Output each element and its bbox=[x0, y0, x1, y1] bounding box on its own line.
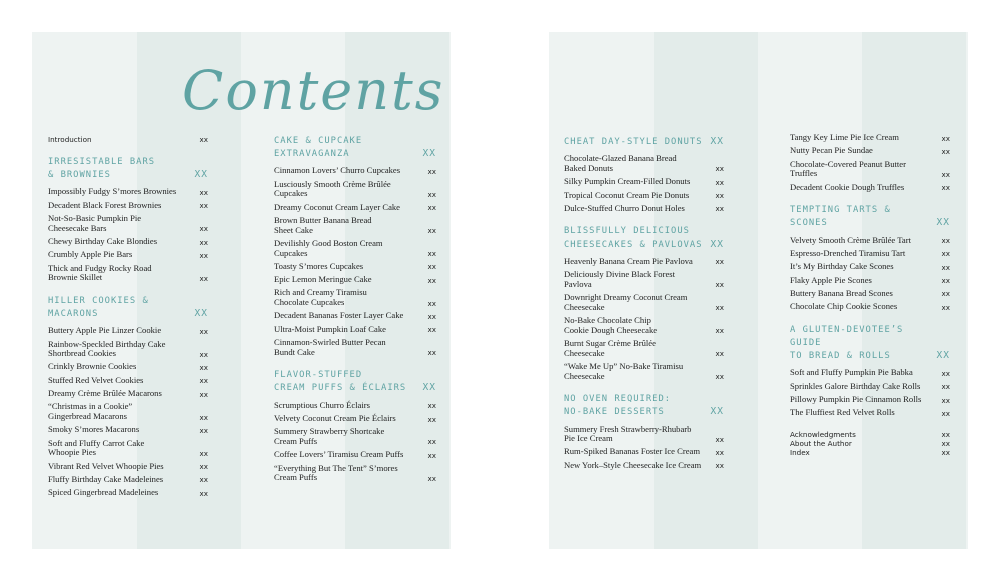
toc-entry[interactable] bbox=[564, 154, 724, 173]
entry-page: xx bbox=[941, 146, 950, 156]
entry-page: xx bbox=[199, 412, 208, 422]
entry-page: xx bbox=[941, 133, 950, 143]
toc-entry[interactable] bbox=[48, 439, 208, 458]
entry-page: xx bbox=[715, 303, 724, 313]
entry-page: xx bbox=[715, 191, 724, 201]
section-page: XX bbox=[710, 136, 724, 147]
entry-title: Cinnamon Lovers’ Churro Cupcakes bbox=[274, 165, 401, 176]
entry-title: Dulce-Stuffed Churro Donut Holes bbox=[564, 202, 685, 213]
entry-title: Dreamy Coconut Cream Layer Cake bbox=[274, 201, 400, 212]
section-heading[interactable] bbox=[790, 324, 950, 364]
entry-title: Sprinkles Galore Birthday Cake Rolls bbox=[790, 380, 921, 391]
toc-entry[interactable] bbox=[564, 257, 724, 267]
entry-page: xx bbox=[715, 280, 724, 290]
entry-page: xx bbox=[427, 437, 436, 447]
entry-page: xx bbox=[199, 224, 208, 234]
entry-title: Deliciously Divine Black Forest Pavlova bbox=[564, 269, 675, 289]
entry-page: xx bbox=[199, 448, 208, 458]
section-title: FLAVOR-STUFFED CREAM PUFFS & ÉCLAIRS bbox=[274, 370, 407, 394]
section-heading[interactable] bbox=[48, 295, 208, 321]
entry-page: xx bbox=[199, 201, 208, 211]
entry-page: xx bbox=[941, 276, 950, 286]
entry-page: xx bbox=[427, 189, 436, 199]
left-page bbox=[32, 32, 451, 549]
entry-title: Downright Dreamy Coconut Cream Cheesecake bbox=[564, 292, 688, 312]
toc-entry[interactable] bbox=[48, 201, 208, 211]
entry-page: xx bbox=[199, 425, 208, 435]
toc-entry[interactable] bbox=[564, 177, 724, 187]
entry-title: Espresso-Drenched Tiramisu Tart bbox=[790, 247, 906, 258]
toc-entry[interactable] bbox=[790, 302, 950, 312]
toc-entry[interactable] bbox=[790, 262, 950, 272]
toc-entry[interactable] bbox=[274, 275, 436, 285]
entry-page: xx bbox=[715, 448, 724, 457]
entry-title: Soft and Fluffy Pumpkin Pie Babka bbox=[790, 367, 913, 378]
entry-title: Chocolate-Glazed Banana Bread Baked Donuts bbox=[564, 153, 677, 173]
section-heading[interactable] bbox=[274, 135, 436, 161]
entry-title: Buttery Banana Bread Scones bbox=[790, 287, 893, 298]
entry-page: xx bbox=[427, 203, 436, 213]
entry-title: Velvety Coconut Cream Pie Éclairs bbox=[274, 412, 396, 423]
entry-title: Summery Strawberry Shortcake Cream Puffs bbox=[274, 426, 385, 446]
section-page: XX bbox=[194, 169, 208, 181]
entry-page: xx bbox=[715, 177, 724, 187]
entry-title: Decadent Cookie Dough Truffles bbox=[790, 181, 905, 192]
toc-entry[interactable] bbox=[564, 339, 724, 358]
entry-page: xx bbox=[427, 262, 436, 272]
toc-entry[interactable] bbox=[790, 133, 950, 143]
entry-page: xx bbox=[427, 298, 436, 308]
toc-column-1 bbox=[48, 135, 208, 502]
section-page: XX bbox=[710, 406, 724, 418]
entry-page: xx bbox=[941, 262, 950, 272]
entry-title: Tropical Coconut Cream Pie Donuts bbox=[564, 189, 690, 200]
entry-title: New York–Style Cheesecake Ice Cream bbox=[564, 459, 702, 470]
entry-title: Not-So-Basic Pumpkin Pie Cheesecake Bars bbox=[48, 213, 142, 233]
entry-title: “Everything But The Tent” S’mores Cream Puffs bbox=[274, 462, 398, 483]
toc-entry[interactable] bbox=[274, 414, 436, 424]
entry-title: Crumbly Apple Pie Bars bbox=[48, 249, 133, 260]
toc-entry[interactable] bbox=[564, 270, 724, 289]
toc-entry[interactable] bbox=[48, 362, 208, 372]
toc-column-3 bbox=[564, 135, 724, 474]
entry-page: xx bbox=[427, 325, 436, 335]
contents-title: Contents bbox=[182, 59, 445, 122]
entry-page: xx bbox=[199, 363, 208, 372]
back-matter-list bbox=[790, 430, 950, 457]
entry-page: xx bbox=[941, 236, 950, 246]
toc-entry[interactable] bbox=[48, 402, 208, 421]
section-heading[interactable] bbox=[274, 369, 436, 395]
section-page: XX bbox=[422, 382, 436, 394]
toc-entry[interactable] bbox=[274, 427, 436, 446]
entry-title: Velvety Smooth Crème Brûlée Tart bbox=[790, 234, 911, 245]
entry-title: Brown Butter Banana Bread Sheet Cake bbox=[274, 214, 372, 235]
entry-title: Chewy Birthday Cake Blondies bbox=[48, 235, 158, 246]
entry-title: Coffee Lovers’ Tiramisu Cream Puffs bbox=[274, 449, 404, 460]
entry-page: xx bbox=[715, 349, 724, 359]
entry-title: It’s My Birthday Cake Scones bbox=[790, 261, 894, 272]
entry-page: xx bbox=[715, 372, 724, 382]
entry-page: xx bbox=[715, 461, 724, 471]
entry-page: xx bbox=[199, 488, 208, 498]
toc-entry[interactable] bbox=[48, 376, 208, 386]
toc-entry[interactable] bbox=[790, 236, 950, 246]
entry-title: Chocolate-Covered Peanut Butter Truffles bbox=[790, 158, 906, 179]
entry-page: xx bbox=[199, 187, 208, 197]
toc-entry[interactable] bbox=[790, 289, 950, 299]
entry-page: xx bbox=[427, 473, 436, 483]
toc-entry[interactable] bbox=[274, 180, 436, 199]
entry-title: Silky Pumpkin Cream-Filled Donuts bbox=[564, 176, 691, 187]
right-page bbox=[549, 32, 968, 549]
entry-title: Buttery Apple Pie Linzer Cookie bbox=[48, 325, 162, 336]
entry-title: Burnt Sugar Crème Brûlée Cheesecake bbox=[564, 337, 656, 358]
entry-page: xx bbox=[715, 257, 724, 267]
section-title: HILLER COOKIES & MACARONS bbox=[48, 295, 149, 319]
toc-entry[interactable] bbox=[274, 338, 436, 357]
toc-entry[interactable] bbox=[274, 401, 436, 411]
entry-page: xx bbox=[941, 169, 950, 179]
entry-title: Toasty S’mores Cupcakes bbox=[274, 260, 364, 271]
section-heading[interactable] bbox=[790, 204, 950, 230]
entry-title: “Wake Me Up” No-Bake Tiramisu Cheesecake bbox=[564, 360, 684, 381]
section-page: XX bbox=[422, 148, 436, 160]
back-matter-entry[interactable] bbox=[790, 439, 950, 448]
toc-entry[interactable] bbox=[790, 276, 950, 286]
toc-entry[interactable] bbox=[48, 237, 208, 247]
section-title: TEMPTING TARTS & SCONES bbox=[790, 205, 891, 229]
entry-page: xx bbox=[427, 275, 436, 285]
toc-entry[interactable] bbox=[564, 362, 724, 381]
entry-page: xx bbox=[941, 429, 950, 439]
entry-title: Impossibly Fudgy S’mores Brownies bbox=[48, 186, 177, 197]
toc-entry[interactable] bbox=[274, 262, 436, 272]
entry-title: Stuffed Red Velvet Cookies bbox=[48, 374, 144, 385]
entry-title: Smoky S’mores Macarons bbox=[48, 424, 140, 435]
entry-title: Pillowy Pumpkin Pie Cinnamon Rolls bbox=[790, 393, 922, 404]
section-title: A GLUTEN-DEVOTEE’S GUIDE TO BREAD & ROLLS bbox=[790, 324, 904, 362]
entry-page: xx bbox=[427, 311, 436, 321]
entry-title: The Fluffiest Red Velvet Rolls bbox=[790, 407, 895, 418]
entry-page: xx bbox=[199, 349, 208, 359]
entry-title: Introduction bbox=[48, 135, 92, 144]
toc-entry[interactable] bbox=[48, 462, 208, 472]
entry-page: xx bbox=[427, 249, 436, 259]
entry-title: Chocolate Chip Cookie Scones bbox=[790, 301, 898, 312]
toc-entry[interactable] bbox=[48, 187, 208, 197]
entry-page: xx bbox=[427, 166, 436, 176]
back-matter-entry[interactable] bbox=[790, 448, 950, 457]
section-page: XX bbox=[936, 350, 950, 362]
toc-entry[interactable] bbox=[274, 288, 436, 307]
entry-title: Rainbow-Speckled Birthday Cake Shortbread Cookies bbox=[48, 338, 166, 359]
toc-entry[interactable] bbox=[564, 204, 724, 214]
entry-title: Rich and Creamy Tiramisu Chocolate Cupcakes bbox=[274, 287, 367, 308]
entry-title: Cinnamon-Swirled Butter Pecan Bundt Cake bbox=[274, 337, 386, 357]
entry-title: No-Bake Chocolate Chip Cookie Dough Cheesecake bbox=[564, 315, 658, 335]
toc-entry[interactable] bbox=[790, 368, 950, 378]
toc-entry[interactable] bbox=[48, 340, 208, 359]
toc-entry[interactable] bbox=[274, 166, 436, 176]
section-title: IRRESISTABLE BARS & BROWNIES bbox=[48, 157, 156, 181]
entry-page: xx bbox=[715, 164, 724, 174]
toc-entry[interactable] bbox=[274, 464, 436, 483]
entry-title: Ultra-Moist Pumpkin Loaf Cake bbox=[274, 323, 386, 334]
entry-title: Fluffy Birthday Cake Madeleines bbox=[48, 473, 164, 484]
entry-title: Soft and Fluffy Carrot Cake Whoopie Pies bbox=[48, 437, 145, 458]
entry-page: xx bbox=[427, 414, 436, 424]
entry-page: xx bbox=[941, 302, 950, 312]
entry-page: xx bbox=[199, 462, 208, 472]
entry-page: xx bbox=[941, 249, 950, 259]
entry-title: Decadent Bananas Foster Layer Cake bbox=[274, 310, 404, 321]
toc-entry[interactable] bbox=[274, 311, 436, 321]
entry-page: xx bbox=[941, 447, 950, 457]
entry-page: xx bbox=[199, 389, 208, 399]
toc-entry[interactable] bbox=[790, 249, 950, 259]
entry-page: xx bbox=[199, 273, 208, 283]
entry-page: xx bbox=[941, 382, 950, 392]
introduction-entry[interactable] bbox=[48, 135, 208, 144]
section-heading[interactable] bbox=[48, 156, 208, 182]
back-matter-entry[interactable] bbox=[790, 430, 950, 439]
entry-title: Devilishly Good Boston Cream Cupcakes bbox=[274, 237, 383, 258]
entry-title: Rum-Spiked Bananas Foster Ice Cream bbox=[564, 446, 701, 457]
toc-entry[interactable] bbox=[564, 461, 724, 471]
toc-entry[interactable] bbox=[790, 408, 950, 418]
entry-page: xx bbox=[199, 326, 208, 336]
toc-entry[interactable] bbox=[274, 239, 436, 258]
toc-entry[interactable] bbox=[564, 191, 724, 201]
toc-entry[interactable] bbox=[790, 183, 950, 193]
entry-title: Vibrant Red Velvet Whoopie Pies bbox=[48, 460, 164, 471]
entry-page: xx bbox=[715, 204, 724, 214]
toc-entry[interactable] bbox=[564, 293, 724, 312]
entry-title: Scrumptious Churro Éclairs bbox=[274, 399, 370, 410]
toc-entry[interactable] bbox=[48, 214, 208, 233]
toc-entry[interactable] bbox=[48, 425, 208, 435]
entry-page: xx bbox=[199, 250, 208, 260]
toc-entry[interactable] bbox=[790, 395, 950, 405]
section-page: XX bbox=[710, 238, 724, 250]
toc-entry[interactable] bbox=[274, 216, 436, 235]
entry-title: Acknowledgments bbox=[790, 429, 856, 439]
entry-title: Epic Lemon Meringue Cake bbox=[274, 274, 372, 285]
entry-title: Heavenly Banana Cream Pie Pavlova bbox=[564, 255, 693, 266]
entry-page: xx bbox=[941, 438, 950, 448]
entry-page: xx bbox=[199, 237, 208, 247]
entry-page: xx bbox=[715, 326, 724, 336]
entry-title: Dreamy Crème Brûlée Macarons bbox=[48, 388, 162, 399]
toc-entry[interactable] bbox=[48, 264, 208, 283]
section-heading[interactable] bbox=[564, 393, 724, 419]
section-heading[interactable] bbox=[564, 225, 724, 251]
toc-entry[interactable] bbox=[48, 488, 208, 498]
entry-page: xx bbox=[199, 376, 208, 386]
entry-title: Thick and Fudgy Rocky Road Brownie Skillet bbox=[48, 262, 152, 283]
toc-entry[interactable] bbox=[790, 382, 950, 392]
toc-entry[interactable] bbox=[48, 326, 208, 336]
entry-title: Summery Fresh Strawberry-Rhubarb Pie Ice Cream bbox=[564, 423, 692, 444]
section-page: XX bbox=[936, 217, 950, 229]
toc-entry[interactable] bbox=[790, 160, 950, 179]
toc-entry[interactable] bbox=[274, 450, 436, 460]
entry-page: xx bbox=[941, 395, 950, 405]
section-title: NO OVEN REQUIRED: NO-BAKE DESSERTS bbox=[564, 394, 672, 418]
entry-title: Spiced Gingerbread Madeleines bbox=[48, 487, 159, 498]
section-title: BLISSFULLY DELICIOUS CHEESECAKES & PAVLOVAS bbox=[564, 226, 703, 250]
entry-title: Decadent Black Forest Brownies bbox=[48, 199, 162, 210]
entry-page: xx bbox=[941, 408, 950, 418]
entry-title: Tangy Key Lime Pie Ice Cream bbox=[790, 132, 899, 142]
entry-title: About the Author bbox=[790, 438, 852, 448]
entry-title: Index bbox=[790, 447, 810, 457]
entry-page: xx bbox=[941, 368, 950, 378]
entry-page: xx bbox=[199, 135, 208, 144]
toc-entry[interactable] bbox=[48, 389, 208, 399]
toc-entry[interactable] bbox=[274, 325, 436, 335]
entry-page: xx bbox=[427, 401, 436, 411]
toc-entry[interactable] bbox=[564, 447, 724, 457]
toc-column-4 bbox=[790, 133, 950, 457]
toc-entry[interactable] bbox=[48, 250, 208, 260]
entry-page: xx bbox=[941, 183, 950, 193]
entry-title: Crinkly Brownie Cookies bbox=[48, 361, 137, 372]
toc-entry[interactable] bbox=[48, 475, 208, 485]
section-title: CAKE & CUPCAKE EXTRAVAGANZA bbox=[274, 136, 363, 160]
entry-page: xx bbox=[427, 226, 436, 236]
section-heading[interactable] bbox=[564, 135, 724, 149]
section-page: XX bbox=[194, 307, 208, 319]
toc-entry[interactable] bbox=[564, 425, 724, 444]
toc-entry[interactable] bbox=[790, 146, 950, 156]
entry-title: Nutty Pecan Pie Sundae bbox=[790, 145, 873, 156]
entry-page: xx bbox=[941, 289, 950, 299]
entry-title: “Christmas in a Cookie” Gingerbread Macarons bbox=[48, 401, 133, 421]
toc-column-2 bbox=[274, 135, 436, 486]
entry-page: xx bbox=[199, 475, 208, 485]
entry-title: Lusciously Smooth Crème Brûlée Cupcakes bbox=[274, 178, 391, 199]
entry-page: xx bbox=[427, 450, 436, 460]
toc-entry[interactable] bbox=[274, 203, 436, 213]
entry-title: Flaky Apple Pie Scones bbox=[790, 274, 872, 285]
section-title: CHEAT DAY-STYLE DONUTS bbox=[564, 137, 703, 148]
entry-page: xx bbox=[715, 434, 724, 444]
toc-entry[interactable] bbox=[564, 316, 724, 335]
entry-page: xx bbox=[427, 348, 436, 358]
